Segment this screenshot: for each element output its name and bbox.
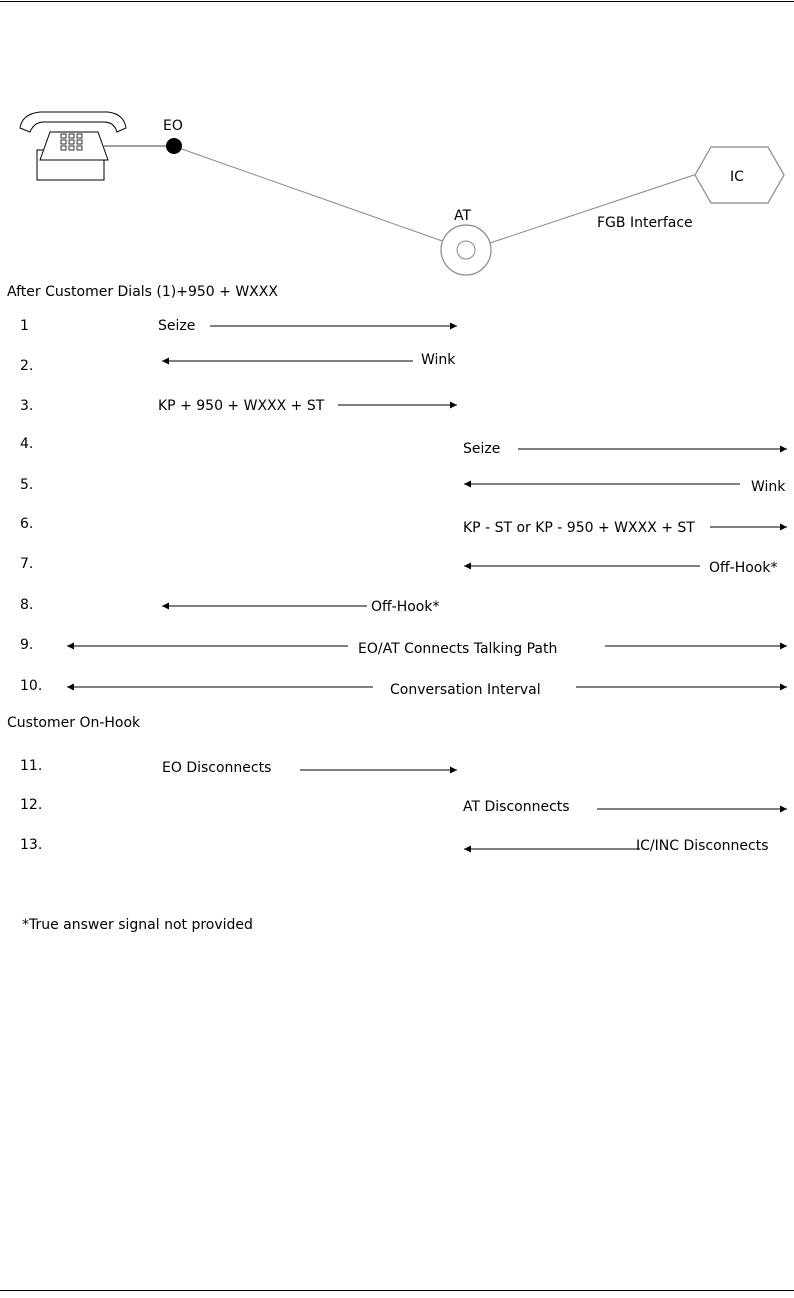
step-number: 4. [20,436,34,452]
eo-label: EO [163,118,183,134]
step-label: Wink [751,479,786,495]
footnote: *True answer signal not provided [22,917,253,933]
fgb-interface-label: FGB Interface [597,215,693,231]
step-number: 11. [20,758,43,774]
at-ic-link [490,173,700,243]
step-label: Seize [158,318,196,334]
step-label: AT Disconnects [463,799,570,815]
step-label: Wink [421,352,456,368]
section-dial-heading: After Customer Dials (1)+950 + WXXX [7,284,278,300]
step-label: Off-Hook* [709,560,778,576]
step-number: 5. [20,477,34,493]
step-label: KP + 950 + WXXX + ST [158,398,325,414]
step-number: 8. [20,597,34,613]
step-label: EO Disconnects [162,760,272,776]
section-onhook-heading: Customer On-Hook [7,715,141,731]
step-number: 12. [20,797,43,813]
at-node [441,225,491,275]
step-label: Conversation Interval [390,682,541,698]
eo-at-link [176,147,448,243]
telephone-icon [20,112,166,180]
at-label: AT [454,208,472,224]
step-number: 13. [20,837,43,853]
eo-node [166,138,182,154]
step-label: EO/AT Connects Talking Path [358,641,558,657]
step-label: IC/INC Disconnects [636,838,769,854]
ic-label: IC [730,169,744,185]
step-label: Seize [463,441,501,457]
step-number: 10. [20,678,43,694]
step-number: 7. [20,556,34,572]
step-label: Off-Hook* [371,599,440,615]
step-number: 6. [20,516,34,532]
step-label: KP - ST or KP - 950 + WXXX + ST [463,520,695,536]
step-number: 3. [20,398,34,414]
step-number: 2. [20,358,34,374]
step-number: 9. [20,637,34,653]
step-number: 1 [20,318,29,334]
